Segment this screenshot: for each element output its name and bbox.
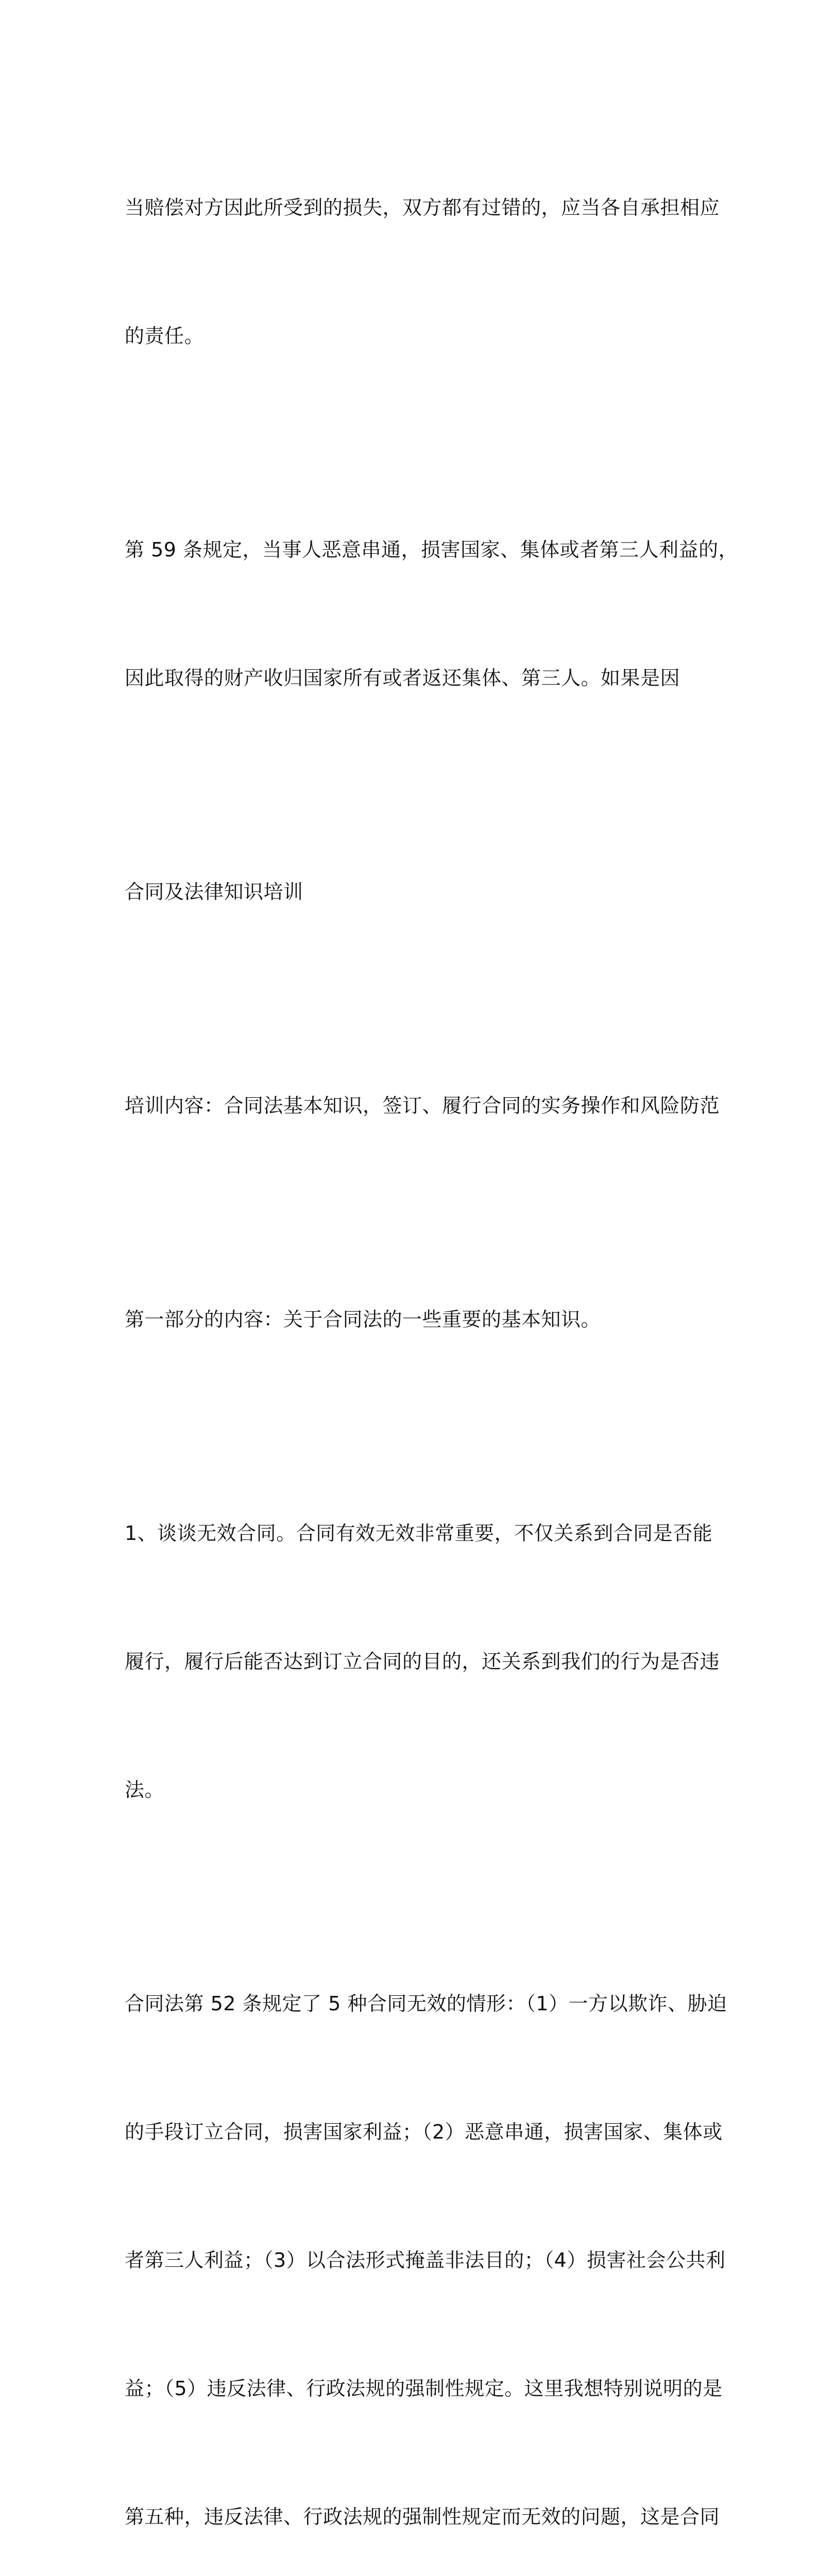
paragraph (125, 1427, 720, 1897)
text-line: 培训内容：合同法基本知识，签订、履行合同的实务操作和风险防范 (125, 1094, 720, 1117)
text-line: 合同及法律知识培训 (125, 880, 303, 903)
text-line: 第五种，违反法律、行政法规的强制性规定而无效的问题，这是合同 (125, 2505, 720, 2528)
paragraph (125, 1213, 702, 1427)
paragraph (125, 101, 720, 443)
section-title (125, 785, 702, 999)
document-body (125, 101, 739, 2576)
text-line: 当赔偿对方因此所受到的损失，双方都有过错的，应当各自承担相应 (125, 196, 720, 219)
text-line: 益；（5）违反法律、行政法规的强制性规定。这里我想特别说明的是 (125, 2377, 723, 2400)
text-line: 者第三人利益；（3）以合法形式掩盖非法目的；（4）损害社会公共利 (125, 2249, 726, 2272)
text-line: 第一部分的内容：关于合同法的一些重要的基本知识。 (125, 1308, 601, 1331)
text-line: 1、谈谈无效合同。合同有效无效非常重要，不仅关系到合同是否能 (125, 1522, 713, 1545)
text-line: 第 59 条规定，当事人恶意串通，损害国家、集体或者第三人利益的， (125, 538, 739, 561)
text-line: 的责任。 (125, 325, 205, 347)
text-line: 履行，履行后能否达到订立合同的目的，还关系到我们的行为是否违 (125, 1650, 720, 1673)
paragraph (125, 1897, 727, 2576)
text-line: 法。 (125, 1778, 165, 1801)
paragraph (125, 999, 720, 1213)
text-line: 的手段订立合同，损害国家利益；（2）恶意串通，损害国家、集体或 (125, 2121, 723, 2143)
text-line: 合同法第 52 条规定了 5 种合同无效的情形：（1）一方以欺诈、胁迫 (125, 1992, 727, 2015)
text-line: 因此取得的财产收归国家所有或者返还集体、第三人。如果是因 (125, 667, 680, 689)
paragraph (125, 443, 739, 785)
